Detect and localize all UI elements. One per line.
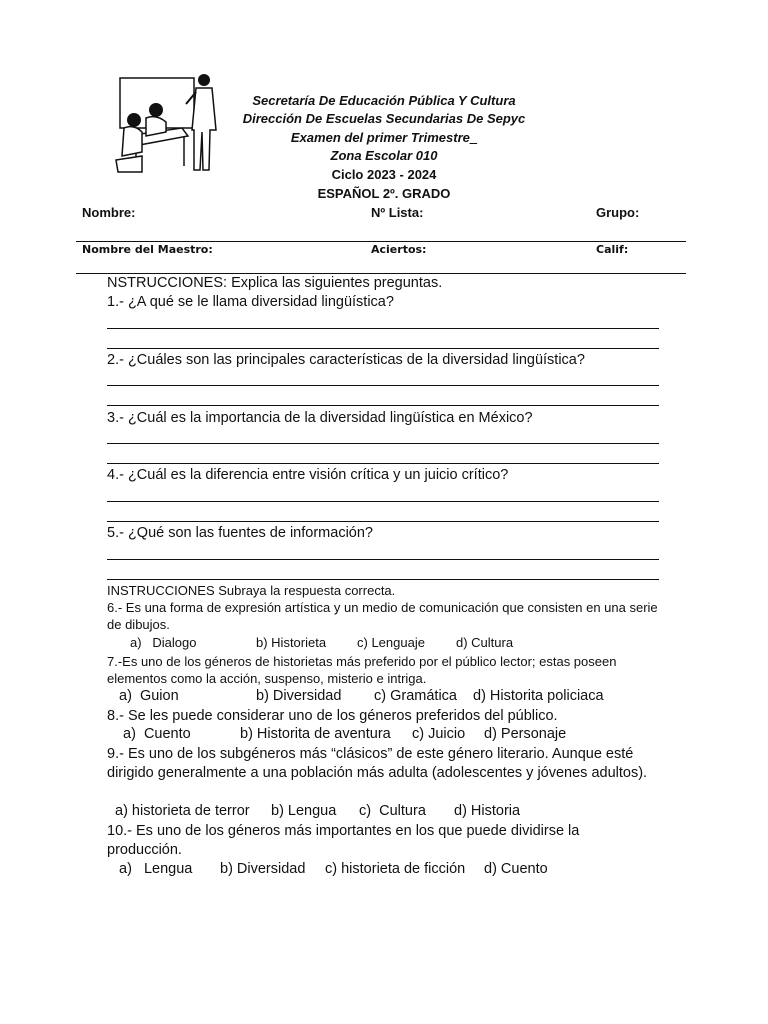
maestro-label: Nombre del Maestro: bbox=[82, 243, 213, 256]
aciertos-label: Aciertos: bbox=[371, 243, 427, 256]
q8-option-d[interactable]: d) Personaje bbox=[484, 726, 567, 742]
answer-line[interactable] bbox=[107, 559, 659, 560]
answer-line[interactable] bbox=[107, 521, 659, 522]
header-examen: Examen del primer Trimestre_ bbox=[290, 130, 478, 145]
q9-option-c[interactable]: c) Cultura bbox=[359, 803, 426, 819]
nombre-label: Nombre: bbox=[82, 205, 136, 220]
answer-line[interactable] bbox=[107, 385, 659, 386]
answer-line[interactable] bbox=[107, 579, 659, 580]
answer-line[interactable] bbox=[107, 501, 659, 502]
question-10: 10.- Es uno de los géneros más importantes en los que puede dividirse la producción. bbox=[107, 823, 580, 858]
question-2: 2.- ¿Cuáles son las principales características de la diversidad lingüística? bbox=[107, 352, 585, 368]
q10-option-a[interactable]: a) Lengua bbox=[119, 861, 193, 877]
q8-option-c[interactable]: c) Juicio bbox=[412, 726, 466, 742]
section2-instructions: INSTRUCCIONES Subraya la respuesta correcta. bbox=[107, 583, 396, 598]
answer-line[interactable] bbox=[107, 328, 659, 329]
question-9: 9.- Es uno de los subgéneros más “clásicos” de este género literario. Aunque esté dirigido generalmente a una población más adulta (adolescentes y jóvenes adultos). bbox=[107, 746, 648, 781]
q7-option-b[interactable]: b) Diversidad bbox=[256, 688, 342, 704]
answer-line[interactable] bbox=[107, 405, 659, 406]
question-1: 1.- ¿A qué se le llama diversidad lingüística? bbox=[107, 294, 394, 310]
question-3: 3.- ¿Cuál es la importancia de la diversidad lingüística en México? bbox=[107, 410, 533, 426]
q7-option-d[interactable]: d) Historita policiaca bbox=[473, 688, 604, 704]
calif-label: Calif: bbox=[596, 243, 629, 256]
header-ciclo: Ciclo 2023 - 2024 bbox=[331, 167, 437, 182]
q6-option-a[interactable]: a) Dialogo bbox=[130, 635, 197, 650]
q9-option-d[interactable]: d) Historia bbox=[454, 803, 521, 819]
header-grado: ESPAÑOL 2º. GRADO bbox=[317, 186, 451, 201]
question-6: 6.- Es una forma de expresión artística y un medio de comunicación que consisten en una serie de dibujos. bbox=[107, 600, 658, 632]
q10-option-c[interactable]: c) historieta de ficción bbox=[325, 861, 466, 877]
q9-option-a[interactable]: a) historieta de terror bbox=[115, 803, 250, 819]
question-8: 8.- Se les puede considerar uno de los géneros preferidos del público. bbox=[107, 708, 558, 724]
q7-option-a[interactable]: a) Guion bbox=[119, 688, 179, 704]
header-direccion: Dirección De Escuelas Secundarias De Sepyc bbox=[242, 111, 526, 126]
q6-option-c[interactable]: c) Lenguaje bbox=[357, 635, 425, 650]
q6-option-b[interactable]: b) Historieta bbox=[256, 635, 327, 650]
answer-line[interactable] bbox=[107, 348, 659, 349]
q10-option-b[interactable]: b) Diversidad bbox=[220, 861, 306, 877]
grupo-label: Grupo: bbox=[596, 205, 640, 220]
answer-line[interactable] bbox=[107, 463, 659, 464]
section1-instructions: NSTRUCCIONES: Explica las siguientes preguntas. bbox=[107, 275, 443, 291]
answer-line[interactable] bbox=[107, 443, 659, 444]
q7-option-c[interactable]: c) Gramática bbox=[374, 688, 457, 704]
question-5: 5.- ¿Qué son las fuentes de información? bbox=[107, 525, 373, 541]
q6-option-d[interactable]: d) Cultura bbox=[456, 635, 514, 650]
name-rule bbox=[76, 241, 686, 242]
question-7: 7.-Es uno de los géneros de historietas más preferido por el público lector; estas poseen elementos como la acción, suspenso, misterio e intriga. bbox=[107, 654, 617, 686]
lista-label: Nº Lista: bbox=[371, 205, 424, 220]
q9-option-b[interactable]: b) Lengua bbox=[271, 803, 337, 819]
q8-option-b[interactable]: b) Historita de aventura bbox=[240, 726, 391, 742]
header-secretaria: Secretaría De Educación Pública Y Cultura bbox=[252, 93, 516, 108]
header-zona: Zona Escolar 010 bbox=[330, 148, 438, 163]
q10-option-d[interactable]: d) Cuento bbox=[484, 861, 548, 877]
q8-option-a[interactable]: a) Cuento bbox=[123, 726, 191, 742]
question-4: 4.- ¿Cuál es la diferencia entre visión crítica y un juicio crítico? bbox=[107, 467, 509, 483]
